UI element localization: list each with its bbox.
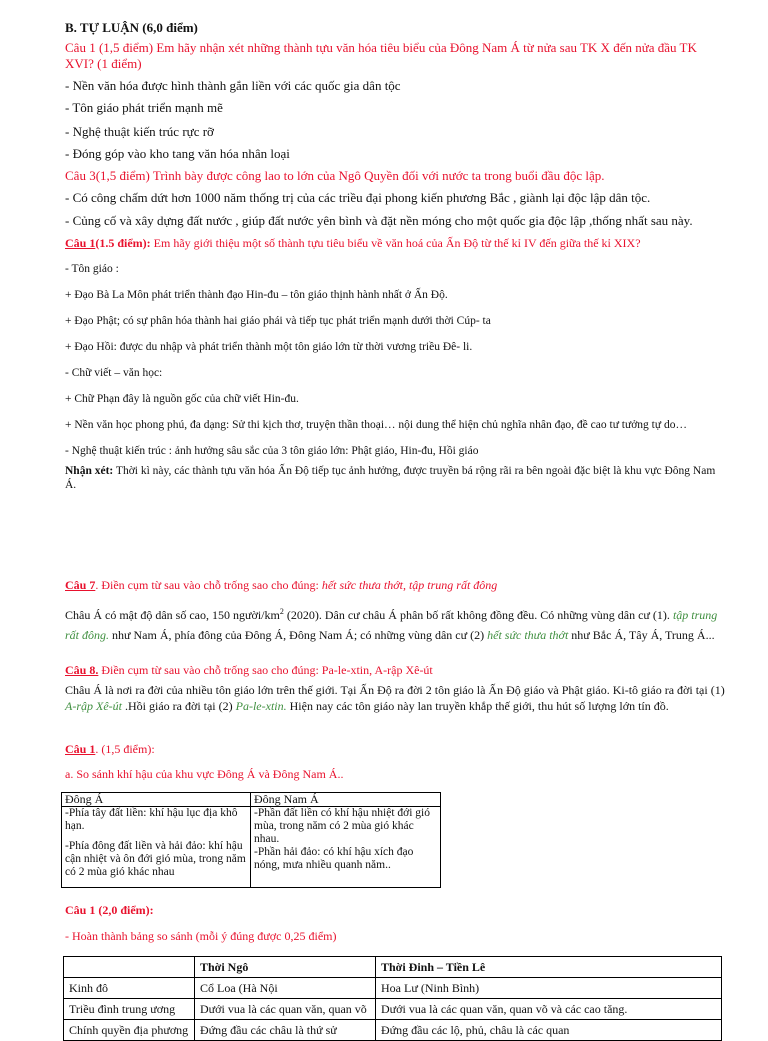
q1b-answer-7: + Nền văn học phong phú, đa dạng: Sử thi kịch thơ, truyện thần thoại… nội dung thể hiện chủ nghĩa nhân đạo, đề cao tư tưởng tự do…: [65, 419, 687, 431]
q1b-label: Câu 1: [65, 236, 96, 250]
question-1d-prompt: Câu 1 (2,0 điểm):: [65, 903, 154, 917]
q7-label: Câu 7: [65, 578, 96, 592]
q7-passage-part-3: như Nam Á, phía đông của Đông Á, Đông Nam Á; có những vùng dân cư (2): [109, 628, 488, 642]
question-1b-prompt: [65, 235, 728, 251]
table-cell: Hoa Lư (Ninh Bình): [376, 978, 722, 999]
q7-passage-part-2: (2020). Dân cư châu Á phân bố rất không đồng đều. Có những vùng dân cư (1).: [283, 608, 673, 622]
table-cell: Kinh đô: [64, 978, 195, 999]
dynasty-comparison-table: [63, 956, 722, 1041]
table-row: [64, 978, 722, 999]
q7-fill-2: hết sức thưa thớt: [487, 628, 569, 642]
q1b-answer-8: - Nghệ thuật kiến trúc : ảnh hưởng sâu sắc của 3 tôn giáo lớn: Phật giáo, Hin-đu, Hồi giáo: [65, 445, 479, 457]
q1b-answer-1: - Tôn giáo :: [65, 263, 119, 275]
table-cell-southeast-asia: [251, 807, 441, 888]
q1b-answer-6: + Chữ Phạn đây là nguồn gốc của chữ viết Hin-đu.: [65, 393, 299, 405]
q8-fill-1: A-rập Xê-út: [65, 699, 122, 713]
q1b-points: (1.5 điểm):: [95, 236, 151, 250]
q8-passage: [65, 682, 728, 714]
table-cell: Đứng đầu các châu là thứ sử: [195, 1020, 376, 1041]
section-title: B. TỰ LUẬN (6,0 điểm): [65, 20, 198, 35]
q1b-note-text: Thời kì này, các thành tựu văn hóa Ấn Độ tiếp tục ảnh hưởng, được truyền bá rộng rãi ra bên ngoài đặc biệt là khu vực Đông Nam Á.: [65, 465, 716, 491]
cell-paragraph: -Phía tây đất liền: khí hậu lục địa khô hạn.: [65, 807, 238, 832]
q7-options: hết sức thưa thớt, tập trung rất đông: [321, 578, 498, 592]
q7-fill-1: tập trung rất đông.: [65, 608, 718, 642]
q1c-label: Câu 1: [65, 742, 96, 756]
q1b-answer-2: + Đạo Bà La Môn phát triển thành đạo Hin-đu – tôn giáo thịnh hành nhất ở Ấn Độ.: [65, 289, 448, 301]
q7-superscript: 2: [279, 607, 284, 616]
table-header-cell: Thời Ngô: [195, 957, 376, 978]
q7-passage-part-4: như Bắc Á, Tây Á, Trung Á...: [568, 628, 715, 642]
table-cell: Cổ Loa (Hà Nội: [195, 978, 376, 999]
table-header-cell: Thời Đinh – Tiền Lê: [376, 957, 722, 978]
cell-paragraph: -Phần đất liền có khí hậu nhiệt đới gió mùa, trong năm có 2 mùa gió khác nhau.: [254, 807, 430, 845]
cell-paragraph: -Phần hải đảo: có khí hậu xích đạo nóng, mưa nhiều quanh năm..: [254, 846, 414, 871]
table-row: [64, 1020, 722, 1041]
q1d-instruction: - Hoàn thành bảng so sánh (mỗi ý đúng được 0,25 điểm): [65, 929, 337, 943]
table-cell: Chính quyền địa phương: [64, 1020, 195, 1041]
q1-answer-1: - Nền văn hóa được hình thành gắn liền với các quốc gia dân tộc: [65, 78, 401, 93]
q7-passage: [65, 602, 728, 645]
q1c-sub-a: a. So sánh khí hậu của khu vực Đông Á và Đông Nam Á..: [65, 767, 344, 781]
q3-answer-2: - Củng cố và xây dựng đất nước , giúp đất nước yên bình và đặt nền móng cho một quốc gia độc lập ,thống nhất sau này.: [65, 213, 693, 228]
q8-prompt-text: Điền cụm từ sau vào chỗ trống sao cho đúng: Pa-le-xtin, A-rập Xê-út: [98, 663, 433, 677]
q1b-note-label: Nhận xét:: [65, 465, 114, 477]
q3-answer-1: - Có công chấm dứt hơn 1000 năm thống trị của các triều đại phong kiến phương Bắc , giành lại độc lập dân tộc.: [65, 190, 651, 205]
cell-paragraph: -Phía đông đất liền và hải đảo: khí hậu cận nhiệt và ôn đới gió mùa, trong năm có 2 mùa gió khác nhau: [65, 840, 246, 878]
table-header-cell: Đông Nam Á: [251, 793, 441, 807]
table-row: [64, 999, 722, 1020]
q1-answer-3: - Nghệ thuật kiến trúc rực rỡ: [65, 124, 214, 139]
table-header-row: [64, 957, 722, 978]
table-header-cell: [64, 957, 195, 978]
question-8-prompt: [65, 662, 728, 678]
q8-fill-2: Pa-le-xtin.: [235, 699, 287, 713]
question-1c-prompt: [65, 741, 728, 757]
question-7-prompt: [65, 577, 728, 593]
q7-prompt-text: . Điền cụm từ sau vào chỗ trống sao cho đúng:: [95, 578, 322, 592]
table-row: [62, 807, 441, 888]
climate-comparison-table: [61, 792, 441, 888]
q1b-answer-5: - Chữ viết – văn học:: [65, 367, 163, 379]
question-3-prompt: Câu 3(1,5 điểm) Trình bày được công lao to lớn của Ngô Quyền đối với nước ta trong buổi đầu độc lập.: [65, 168, 605, 183]
question-1-prompt: Câu 1 (1,5 điểm) Em hãy nhận xét những thành tựu văn hóa tiêu biểu của Đông Nam Á từ nửa sau TK X đến nửa đầu TK XVI? (1 điểm): [65, 40, 697, 71]
q1b-answer-4: + Đạo Hồi: được du nhập và phát triển thành một tôn giáo lớn từ thời vương triều Đê- li.: [65, 341, 473, 353]
q1b-answer-3: + Đạo Phật; có sự phân hóa thành hai giáo phái và tiếp tục phát triển mạnh dưới thời Cúp- ta: [65, 315, 491, 327]
q1b-prompt-text: Em hãy giới thiệu một số thành tựu tiêu biểu về văn hoá của Ấn Độ từ thế kỉ IV đến giữa thế kỉ XIX?: [150, 236, 641, 250]
table-cell-east-asia: [62, 807, 251, 888]
q1c-points: . (1,5 điểm):: [95, 742, 155, 756]
q1-answer-4: - Đóng góp vào kho tang văn hóa nhân loại: [65, 146, 290, 161]
table-cell: Dưới vua là các quan văn, quan võ và các cao tăng.: [376, 999, 722, 1020]
q1b-note: [65, 464, 728, 492]
table-cell: Dưới vua là các quan văn, quan võ: [195, 999, 376, 1020]
table-cell: Đứng đầu các lộ, phủ, châu là các quan: [376, 1020, 722, 1041]
q8-passage-part-3: Hiện nay các tôn giáo này lan truyền khắp thế giới, thu hút số lượng lớn tín đồ.: [286, 699, 669, 713]
table-header-row: [62, 793, 441, 807]
table-cell: Triều đình trung ương: [64, 999, 195, 1020]
table-header-cell: Đông Á: [62, 793, 251, 807]
q7-passage-part-1: Châu Á có mật độ dân số cao, 150 người/km: [65, 608, 280, 622]
q8-passage-part-2: .Hồi giáo ra đời tại (2): [121, 699, 236, 713]
q8-label: Câu 8.: [65, 663, 99, 677]
q8-passage-part-1: Châu Á là nơi ra đời của nhiều tôn giáo lớn trên thế giới. Tại Ấn Độ ra đời 2 tôn giáo là Ấn Độ giáo và Phật giáo. Ki-tô giáo ra đời tại (1): [65, 683, 725, 697]
q1-answer-2: - Tôn giáo phát triển mạnh mẽ: [65, 100, 223, 115]
